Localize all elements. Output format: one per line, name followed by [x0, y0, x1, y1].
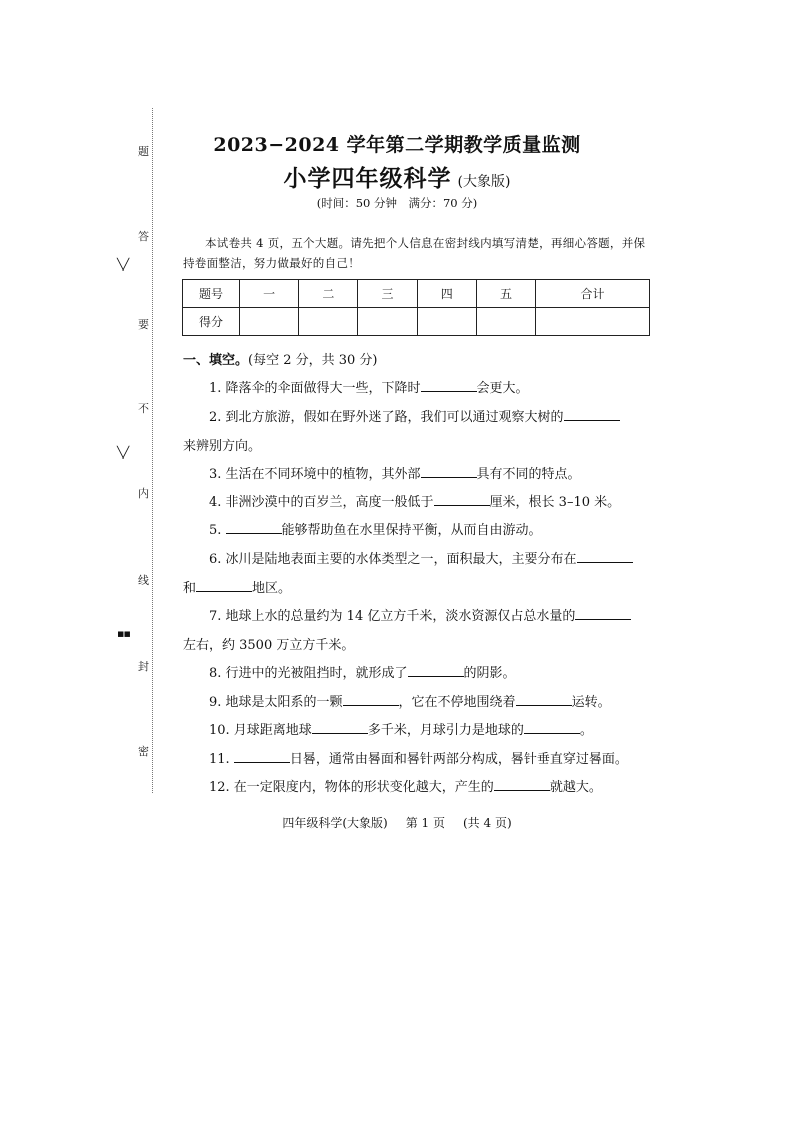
question-text: 就越大。	[549, 780, 602, 795]
question-text: 3. 生活在不同环境中的植物，其外部	[209, 467, 421, 482]
seal-char: 题	[138, 145, 149, 158]
score-table-score-row	[183, 308, 650, 336]
instructions: 本试卷共 4 页，五个大题。请先把个人信息在密封线内填写清楚，再细心答题，并保持卷面整洁，努力做最好的自己！	[183, 236, 646, 270]
question-text: 能够帮助鱼在水里保持平衡，从而自由游动。	[281, 523, 542, 538]
score-cell[interactable]	[476, 308, 535, 336]
answer-blank[interactable]	[575, 605, 631, 620]
question-text: 日晷，通常由晷面和晷针两部分构成，晷针垂直穿过晷面。	[289, 752, 628, 767]
question-5	[183, 516, 653, 545]
question-text: 。	[579, 723, 593, 738]
footer-total: (共 4 页)	[463, 816, 512, 830]
question-text: 5.	[209, 523, 226, 538]
question-8	[183, 659, 653, 688]
answer-blank[interactable]	[516, 691, 572, 706]
score-col-header: 一	[240, 280, 299, 308]
answer-blank[interactable]	[312, 719, 368, 734]
score-col-header: 合计	[536, 280, 650, 308]
seal-char: 要	[138, 318, 149, 331]
answer-blank[interactable]	[434, 491, 490, 506]
score-cell[interactable]	[299, 308, 358, 336]
question-3	[183, 460, 653, 489]
seal-char: 密	[138, 745, 149, 758]
question-10	[183, 716, 653, 745]
question-text: 来辨别方向。	[183, 439, 262, 454]
question-text: 的阴影。	[463, 666, 516, 681]
question-text: 运转。	[571, 695, 611, 710]
question-2	[183, 403, 653, 461]
section-title: 一、填空。	[183, 353, 249, 368]
question-text: 10. 月球距离地球	[209, 723, 312, 738]
answer-blank[interactable]	[408, 662, 464, 677]
score-table-header-row	[183, 280, 650, 308]
seal-mark: ▪▪	[117, 627, 130, 640]
score-col-header: 四	[417, 280, 476, 308]
exam-title: 2023−2024 学年第二学期教学质量监测	[213, 134, 581, 156]
answer-blank[interactable]	[421, 377, 477, 392]
seal-char: 线	[138, 574, 149, 587]
edition-label: (大象版)	[457, 174, 511, 190]
question-12	[183, 773, 653, 802]
answer-blank[interactable]	[421, 463, 477, 478]
seal-char: 不	[138, 402, 149, 415]
score-cell[interactable]	[417, 308, 476, 336]
section-heading	[183, 349, 378, 368]
question-text: 多千米，月球引力是地球的	[367, 723, 524, 738]
question-4	[183, 488, 653, 517]
exam-info: (时间：50 分钟 满分：70 分)	[316, 196, 478, 210]
answer-blank[interactable]	[577, 548, 633, 563]
question-1	[183, 374, 653, 403]
question-text: 具有不同的特点。	[476, 467, 581, 482]
score-table	[182, 279, 650, 336]
answer-blank[interactable]	[564, 406, 620, 421]
answer-blank[interactable]	[196, 577, 252, 592]
question-text: ，它在不停地围绕着	[398, 695, 516, 710]
score-cell[interactable]	[240, 308, 299, 336]
score-cell[interactable]	[358, 308, 417, 336]
subject-title	[0, 160, 794, 193]
question-text: 7. 地球上水的总量约为 14 亿立方千米，淡水资源仅占总水量的	[209, 609, 576, 624]
subject-name: 小学四年级科学	[283, 165, 452, 192]
answer-blank[interactable]	[234, 748, 290, 763]
question-text: 8. 行进中的光被阻挡时，就形成了	[209, 666, 408, 681]
page-footer	[0, 814, 794, 831]
question-text: 6. 冰川是陆地表面主要的水体类型之一，面积最大，主要分布在	[209, 552, 577, 567]
score-header-label: 题号	[183, 280, 240, 308]
question-9	[183, 688, 653, 717]
question-text: 12. 在一定限度内，物体的形状变化越大，产生的	[209, 780, 494, 795]
seal-char: 答	[138, 230, 149, 243]
question-text: 1. 降落伞的伞面做得大一些，下降时	[209, 381, 421, 396]
question-7	[183, 602, 653, 660]
score-col-header: 五	[476, 280, 535, 308]
answer-blank[interactable]	[524, 719, 580, 734]
seal-mark: ╲╱	[117, 258, 129, 271]
question-text: 4. 非洲沙漠中的百岁兰，高度一般低于	[209, 495, 434, 510]
question-text: 9. 地球是太阳系的一颗	[209, 695, 343, 710]
score-col-header: 三	[358, 280, 417, 308]
question-text: 会更大。	[476, 381, 529, 396]
question-6	[183, 545, 653, 603]
seal-char: 内	[138, 487, 149, 500]
question-text: 2. 到北方旅游，假如在野外迷了路，我们可以通过观察大树的	[209, 410, 564, 425]
question-text: 左右，约 3500 万立方千米。	[183, 638, 355, 653]
seal-mark: ╲╱	[117, 446, 129, 459]
seal-char: 封	[138, 660, 149, 673]
score-row-label: 得分	[183, 308, 240, 336]
answer-blank[interactable]	[494, 776, 550, 791]
question-text: 11.	[209, 752, 234, 767]
score-col-header: 二	[299, 280, 358, 308]
footer-page: 第 1 页	[405, 816, 445, 830]
question-11	[183, 745, 653, 774]
section-note: (每空 2 分，共 30 分)	[248, 353, 378, 368]
score-cell[interactable]	[536, 308, 650, 336]
footer-subject: 四年级科学(大象版)	[282, 816, 388, 830]
answer-blank[interactable]	[343, 691, 399, 706]
answer-blank[interactable]	[226, 519, 282, 534]
question-text: 地区。	[252, 581, 292, 596]
question-text: 和	[183, 581, 197, 596]
question-text: 厘米，根长 3–10 米。	[489, 495, 621, 510]
